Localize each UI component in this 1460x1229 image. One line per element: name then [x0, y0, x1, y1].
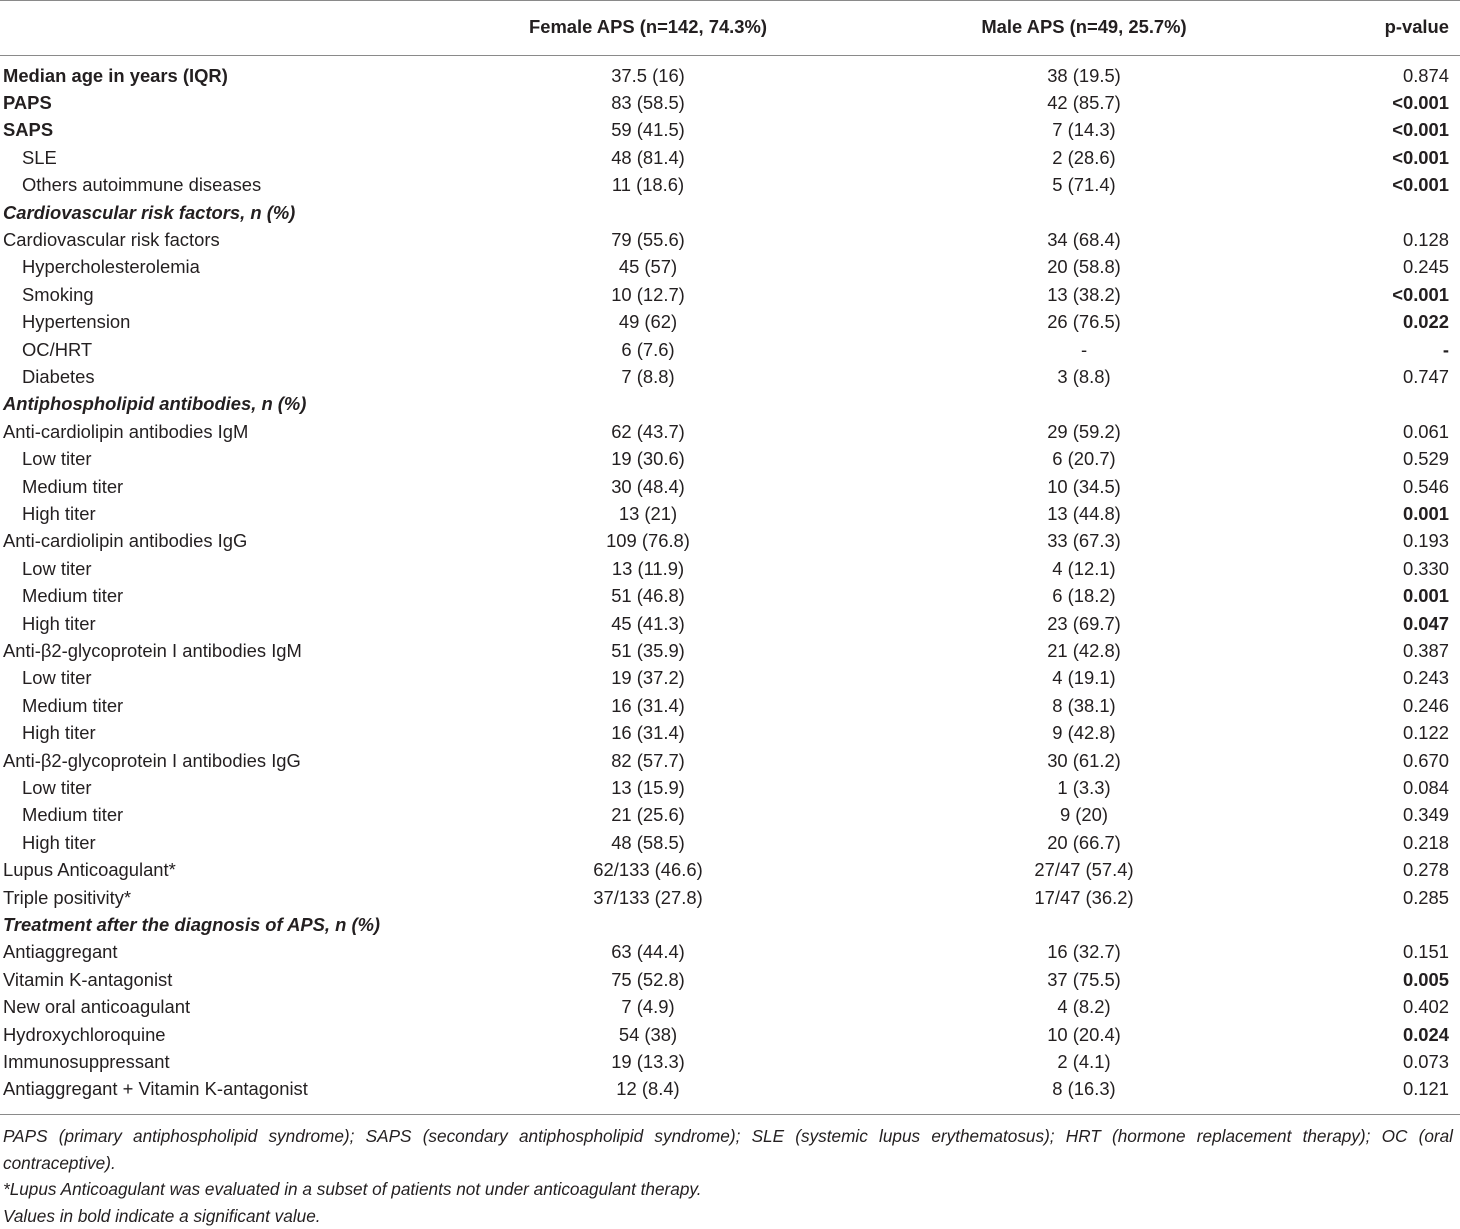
- male-value: 29 (59.2): [896, 418, 1272, 445]
- section-header-row: [0, 199, 1460, 226]
- male-value: 4 (12.1): [896, 555, 1272, 582]
- female-value: 48 (81.4): [460, 144, 836, 171]
- male-value: 17/47 (36.2): [896, 884, 1272, 911]
- row-label: Anti-cardiolipin antibodies IgG: [3, 527, 247, 554]
- table-row: [0, 719, 1460, 746]
- female-value: 45 (41.3): [460, 610, 836, 637]
- row-label: Anti-β2-glycoprotein I antibodies IgM: [3, 637, 302, 664]
- female-value: 37.5 (16): [460, 62, 836, 89]
- table-row: [0, 1048, 1460, 1075]
- p-value: 0.387: [1403, 637, 1449, 664]
- female-value: 10 (12.7): [460, 281, 836, 308]
- female-value: 79 (55.6): [460, 226, 836, 253]
- p-value: 0.005: [1403, 966, 1449, 993]
- female-value: 16 (31.4): [460, 719, 836, 746]
- table-row: [0, 966, 1460, 993]
- female-value: 62 (43.7): [460, 418, 836, 445]
- p-value: 0.349: [1403, 801, 1449, 828]
- female-value: 7 (4.9): [460, 993, 836, 1020]
- table-row: [0, 856, 1460, 883]
- male-value: 7 (14.3): [896, 116, 1272, 143]
- male-value: 23 (69.7): [896, 610, 1272, 637]
- table-row: [0, 144, 1460, 171]
- row-label: Diabetes: [22, 363, 95, 390]
- p-value: -: [1443, 336, 1449, 363]
- female-value: 11 (18.6): [460, 171, 836, 198]
- p-value: 0.001: [1403, 582, 1449, 609]
- female-value: 37/133 (27.8): [460, 884, 836, 911]
- table-row: [0, 938, 1460, 965]
- row-label: Low titer: [22, 445, 92, 472]
- female-value: 13 (11.9): [460, 555, 836, 582]
- p-value: 0.246: [1403, 692, 1449, 719]
- p-value: 0.073: [1403, 1048, 1449, 1075]
- table-row: [0, 801, 1460, 828]
- p-value: 0.121: [1403, 1075, 1449, 1102]
- table-row: [0, 555, 1460, 582]
- table-row: [0, 637, 1460, 664]
- footnote-bold-meaning: Values in bold indicate a significant value.: [3, 1203, 1453, 1229]
- male-value: -: [896, 336, 1272, 363]
- table-row: [0, 1021, 1460, 1048]
- female-value: 45 (57): [460, 253, 836, 280]
- p-value: 0.128: [1403, 226, 1449, 253]
- p-value: 0.747: [1403, 363, 1449, 390]
- male-value: 3 (8.8): [896, 363, 1272, 390]
- table-row: [0, 336, 1460, 363]
- female-value: 83 (58.5): [460, 89, 836, 116]
- row-label: Anti-cardiolipin antibodies IgM: [3, 418, 248, 445]
- female-value: 54 (38): [460, 1021, 836, 1048]
- female-value: 62/133 (46.6): [460, 856, 836, 883]
- table-row: [0, 884, 1460, 911]
- male-value: 9 (20): [896, 801, 1272, 828]
- row-label: Medium titer: [22, 692, 123, 719]
- row-label: Low titer: [22, 555, 92, 582]
- male-value: 16 (32.7): [896, 938, 1272, 965]
- female-value: 51 (35.9): [460, 637, 836, 664]
- male-value: 4 (8.2): [896, 993, 1272, 1020]
- male-value: 20 (58.8): [896, 253, 1272, 280]
- header-male: Male APS (n=49, 25.7%): [896, 12, 1272, 42]
- male-value: 26 (76.5): [896, 308, 1272, 335]
- table-row: [0, 171, 1460, 198]
- male-value: 2 (28.6): [896, 144, 1272, 171]
- male-value: 8 (16.3): [896, 1075, 1272, 1102]
- table-footnotes: [3, 1123, 1453, 1229]
- male-value: 27/47 (57.4): [896, 856, 1272, 883]
- female-value: 51 (46.8): [460, 582, 836, 609]
- male-value: 2 (4.1): [896, 1048, 1272, 1075]
- p-value: <0.001: [1392, 281, 1449, 308]
- female-value: 82 (57.7): [460, 747, 836, 774]
- male-value: 34 (68.4): [896, 226, 1272, 253]
- row-label: Cardiovascular risk factors: [3, 226, 220, 253]
- table-row: [0, 253, 1460, 280]
- row-label: High titer: [22, 610, 96, 637]
- table-row: [0, 747, 1460, 774]
- row-label: Median age in years (IQR): [3, 62, 228, 89]
- bottom-rule: [0, 1114, 1460, 1115]
- table-row: [0, 500, 1460, 527]
- table-row: [0, 281, 1460, 308]
- table-row: [0, 89, 1460, 116]
- p-value: 0.278: [1403, 856, 1449, 883]
- table-row: [0, 610, 1460, 637]
- table-row: [0, 418, 1460, 445]
- p-value: 0.122: [1403, 719, 1449, 746]
- header-rule: [0, 55, 1460, 56]
- header-female: Female APS (n=142, 74.3%): [460, 12, 836, 42]
- table-row: [0, 582, 1460, 609]
- female-value: 109 (76.8): [460, 527, 836, 554]
- row-label: Antiaggregant: [3, 938, 118, 965]
- table-row: [0, 774, 1460, 801]
- row-label: Lupus Anticoagulant*: [3, 856, 176, 883]
- female-value: 63 (44.4): [460, 938, 836, 965]
- p-value: <0.001: [1392, 144, 1449, 171]
- female-value: 12 (8.4): [460, 1075, 836, 1102]
- section-header-row: [0, 390, 1460, 417]
- p-value: 0.529: [1403, 445, 1449, 472]
- male-value: 33 (67.3): [896, 527, 1272, 554]
- row-label: PAPS: [3, 89, 52, 116]
- p-value: <0.001: [1392, 171, 1449, 198]
- p-value: 0.047: [1403, 610, 1449, 637]
- row-label: High titer: [22, 829, 96, 856]
- row-label: High titer: [22, 719, 96, 746]
- row-label: Immunosuppressant: [3, 1048, 170, 1075]
- row-label: Anti-β2-glycoprotein I antibodies IgG: [3, 747, 301, 774]
- male-value: 38 (19.5): [896, 62, 1272, 89]
- p-value: 0.402: [1403, 993, 1449, 1020]
- row-label: Others autoimmune diseases: [22, 171, 261, 198]
- table-row: [0, 664, 1460, 691]
- row-label: Antiaggregant + Vitamin K-antagonist: [3, 1075, 308, 1102]
- female-value: 21 (25.6): [460, 801, 836, 828]
- male-value: 4 (19.1): [896, 664, 1272, 691]
- female-value: 19 (13.3): [460, 1048, 836, 1075]
- female-value: 75 (52.8): [460, 966, 836, 993]
- male-value: 20 (66.7): [896, 829, 1272, 856]
- male-value: 37 (75.5): [896, 966, 1272, 993]
- footnote-abbreviations: PAPS (primary antiphospholipid syndrome); SAPS (secondary antiphospholipid syndrome); SLE (systemic lupus erythematosus); HRT (hormone replacement therapy); OC (oral contraceptive).: [3, 1123, 1453, 1176]
- table-row: [0, 473, 1460, 500]
- table-row: [0, 993, 1460, 1020]
- male-value: 10 (20.4): [896, 1021, 1272, 1048]
- row-label: Smoking: [22, 281, 94, 308]
- female-value: 59 (41.5): [460, 116, 836, 143]
- table-row: [0, 226, 1460, 253]
- p-value: 0.061: [1403, 418, 1449, 445]
- p-value: <0.001: [1392, 116, 1449, 143]
- p-value: 0.330: [1403, 555, 1449, 582]
- p-value: 0.084: [1403, 774, 1449, 801]
- row-label: SLE: [22, 144, 57, 171]
- female-value: 13 (21): [460, 500, 836, 527]
- p-value: 0.218: [1403, 829, 1449, 856]
- p-value: 0.024: [1403, 1021, 1449, 1048]
- row-label: Treatment after the diagnosis of APS, n (%): [3, 911, 380, 938]
- row-label: OC/HRT: [22, 336, 92, 363]
- table-row: [0, 116, 1460, 143]
- footnote-lupus-anticoagulant: *Lupus Anticoagulant was evaluated in a subset of patients not under anticoagulant therapy.: [3, 1176, 1453, 1203]
- table-row: [0, 692, 1460, 719]
- female-value: 7 (8.8): [460, 363, 836, 390]
- table-row: [0, 363, 1460, 390]
- female-value: 13 (15.9): [460, 774, 836, 801]
- female-value: 19 (30.6): [460, 445, 836, 472]
- top-rule: [0, 0, 1460, 1]
- female-value: 16 (31.4): [460, 692, 836, 719]
- male-value: 8 (38.1): [896, 692, 1272, 719]
- row-label: Medium titer: [22, 801, 123, 828]
- male-value: 6 (20.7): [896, 445, 1272, 472]
- male-value: 6 (18.2): [896, 582, 1272, 609]
- male-value: 42 (85.7): [896, 89, 1272, 116]
- p-value: 0.285: [1403, 884, 1449, 911]
- header-p-value: p-value: [1385, 12, 1449, 42]
- row-label: Low titer: [22, 774, 92, 801]
- section-header-row: [0, 911, 1460, 938]
- male-value: 9 (42.8): [896, 719, 1272, 746]
- table-row: [0, 308, 1460, 335]
- p-value: 0.243: [1403, 664, 1449, 691]
- male-value: 21 (42.8): [896, 637, 1272, 664]
- row-label: Low titer: [22, 664, 92, 691]
- table-row: [0, 527, 1460, 554]
- row-label: Triple positivity*: [3, 884, 131, 911]
- table-row: [0, 445, 1460, 472]
- male-value: 13 (38.2): [896, 281, 1272, 308]
- p-value: <0.001: [1392, 89, 1449, 116]
- female-value: 19 (37.2): [460, 664, 836, 691]
- p-value: 0.022: [1403, 308, 1449, 335]
- p-value: 0.670: [1403, 747, 1449, 774]
- row-label: Hydroxychloroquine: [3, 1021, 166, 1048]
- table-header: [0, 12, 1460, 42]
- row-label: Vitamin K-antagonist: [3, 966, 172, 993]
- male-value: 1 (3.3): [896, 774, 1272, 801]
- table-row: [0, 829, 1460, 856]
- p-value: 0.001: [1403, 500, 1449, 527]
- p-value: 0.546: [1403, 473, 1449, 500]
- male-value: 13 (44.8): [896, 500, 1272, 527]
- table-row: [0, 62, 1460, 89]
- row-label: Antiphospholipid antibodies, n (%): [3, 390, 306, 417]
- male-value: 30 (61.2): [896, 747, 1272, 774]
- female-value: 30 (48.4): [460, 473, 836, 500]
- row-label: Medium titer: [22, 582, 123, 609]
- male-value: 10 (34.5): [896, 473, 1272, 500]
- row-label: Medium titer: [22, 473, 123, 500]
- female-value: 6 (7.6): [460, 336, 836, 363]
- female-value: 48 (58.5): [460, 829, 836, 856]
- p-value: 0.874: [1403, 62, 1449, 89]
- p-value: 0.151: [1403, 938, 1449, 965]
- row-label: Hypercholesterolemia: [22, 253, 200, 280]
- female-value: 49 (62): [460, 308, 836, 335]
- row-label: Cardiovascular risk factors, n (%): [3, 199, 295, 226]
- p-value: 0.193: [1403, 527, 1449, 554]
- p-value: 0.245: [1403, 253, 1449, 280]
- table-row: [0, 1075, 1460, 1102]
- male-value: 5 (71.4): [896, 171, 1272, 198]
- row-label: High titer: [22, 500, 96, 527]
- row-label: Hypertension: [22, 308, 130, 335]
- row-label: New oral anticoagulant: [3, 993, 190, 1020]
- row-label: SAPS: [3, 116, 53, 143]
